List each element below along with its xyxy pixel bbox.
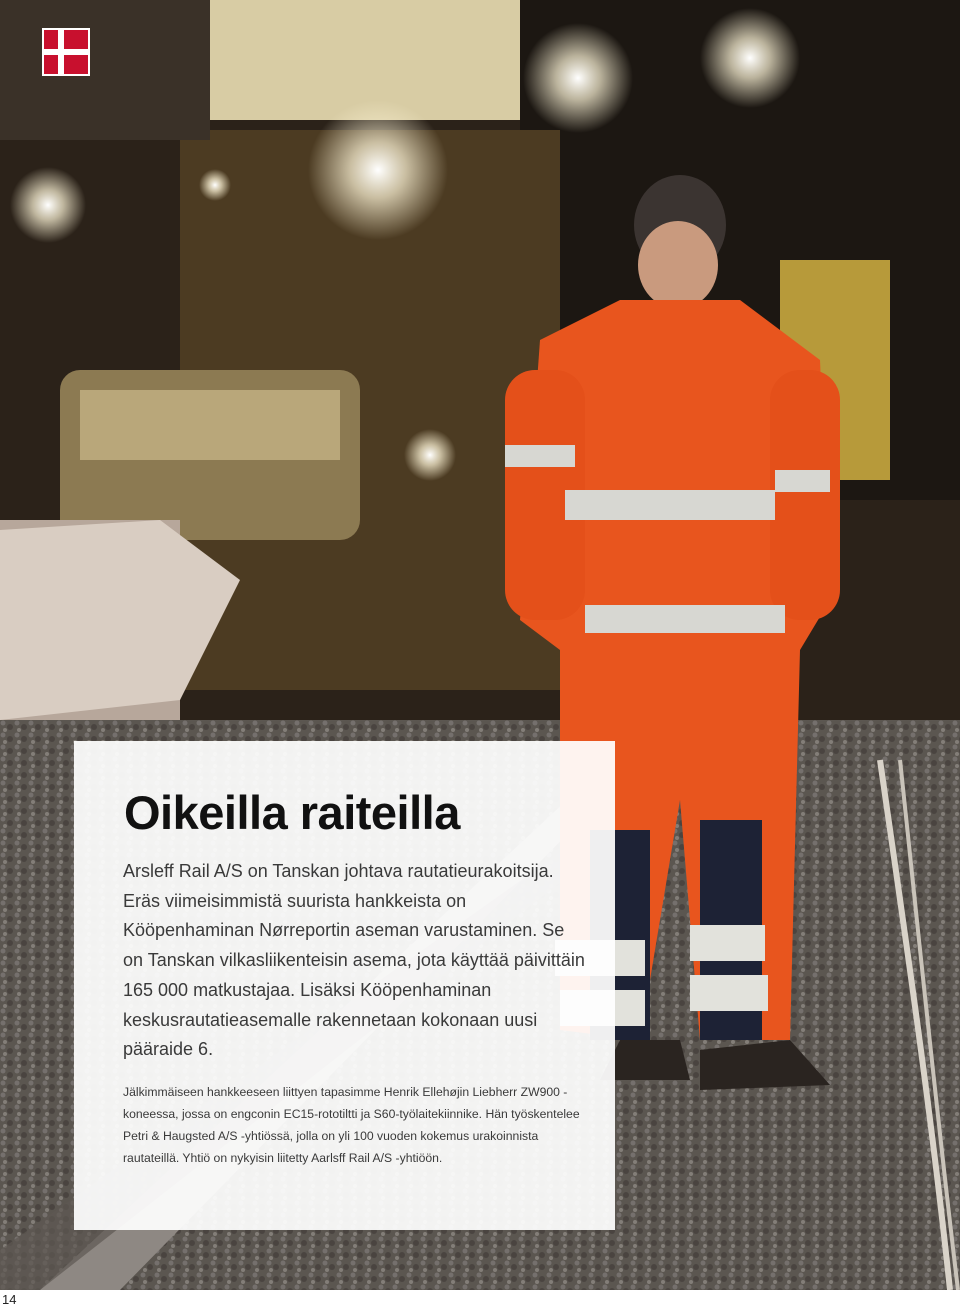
article-lead: Arsleff Rail A/S on Tanskan johtava rautatieurakoitsija. Eräs viimeisimmistä suurista hankkeista on Kööpenhaminan Nørreportin aseman varustaminen. Se on Tanskan vilkasliikenteisin asema, jota käyttää päivittäin 165 000 matkustajaa. Lisäksi Kööpenhaminan keskusrautatieasemalle rakennetaan kokonaan uusi pääraide 6. (123, 861, 585, 1060)
page-number: 14 (2, 1292, 17, 1307)
article-text-panel (74, 741, 615, 1230)
article-title: Oikeilla raiteilla (124, 786, 460, 839)
denmark-flag-icon (42, 28, 90, 76)
article-body: Jälkimmäiseen hankkeeseen liittyen tapasimme Henrik Ellehøjin Liebherr ZW900 -koneessa, jossa on engconin EC15-rototiltti ja S60-työlaitekiinnike. Hän työskentelee Petri & Haugsted A/S -yhtiössä, jolla on yli 100 vuoden kokemus urakoinnista rautateillä. Yhtiö on nykyisin liitetty Aarlsff Rail A/S -yhtiöön. (123, 1085, 580, 1165)
